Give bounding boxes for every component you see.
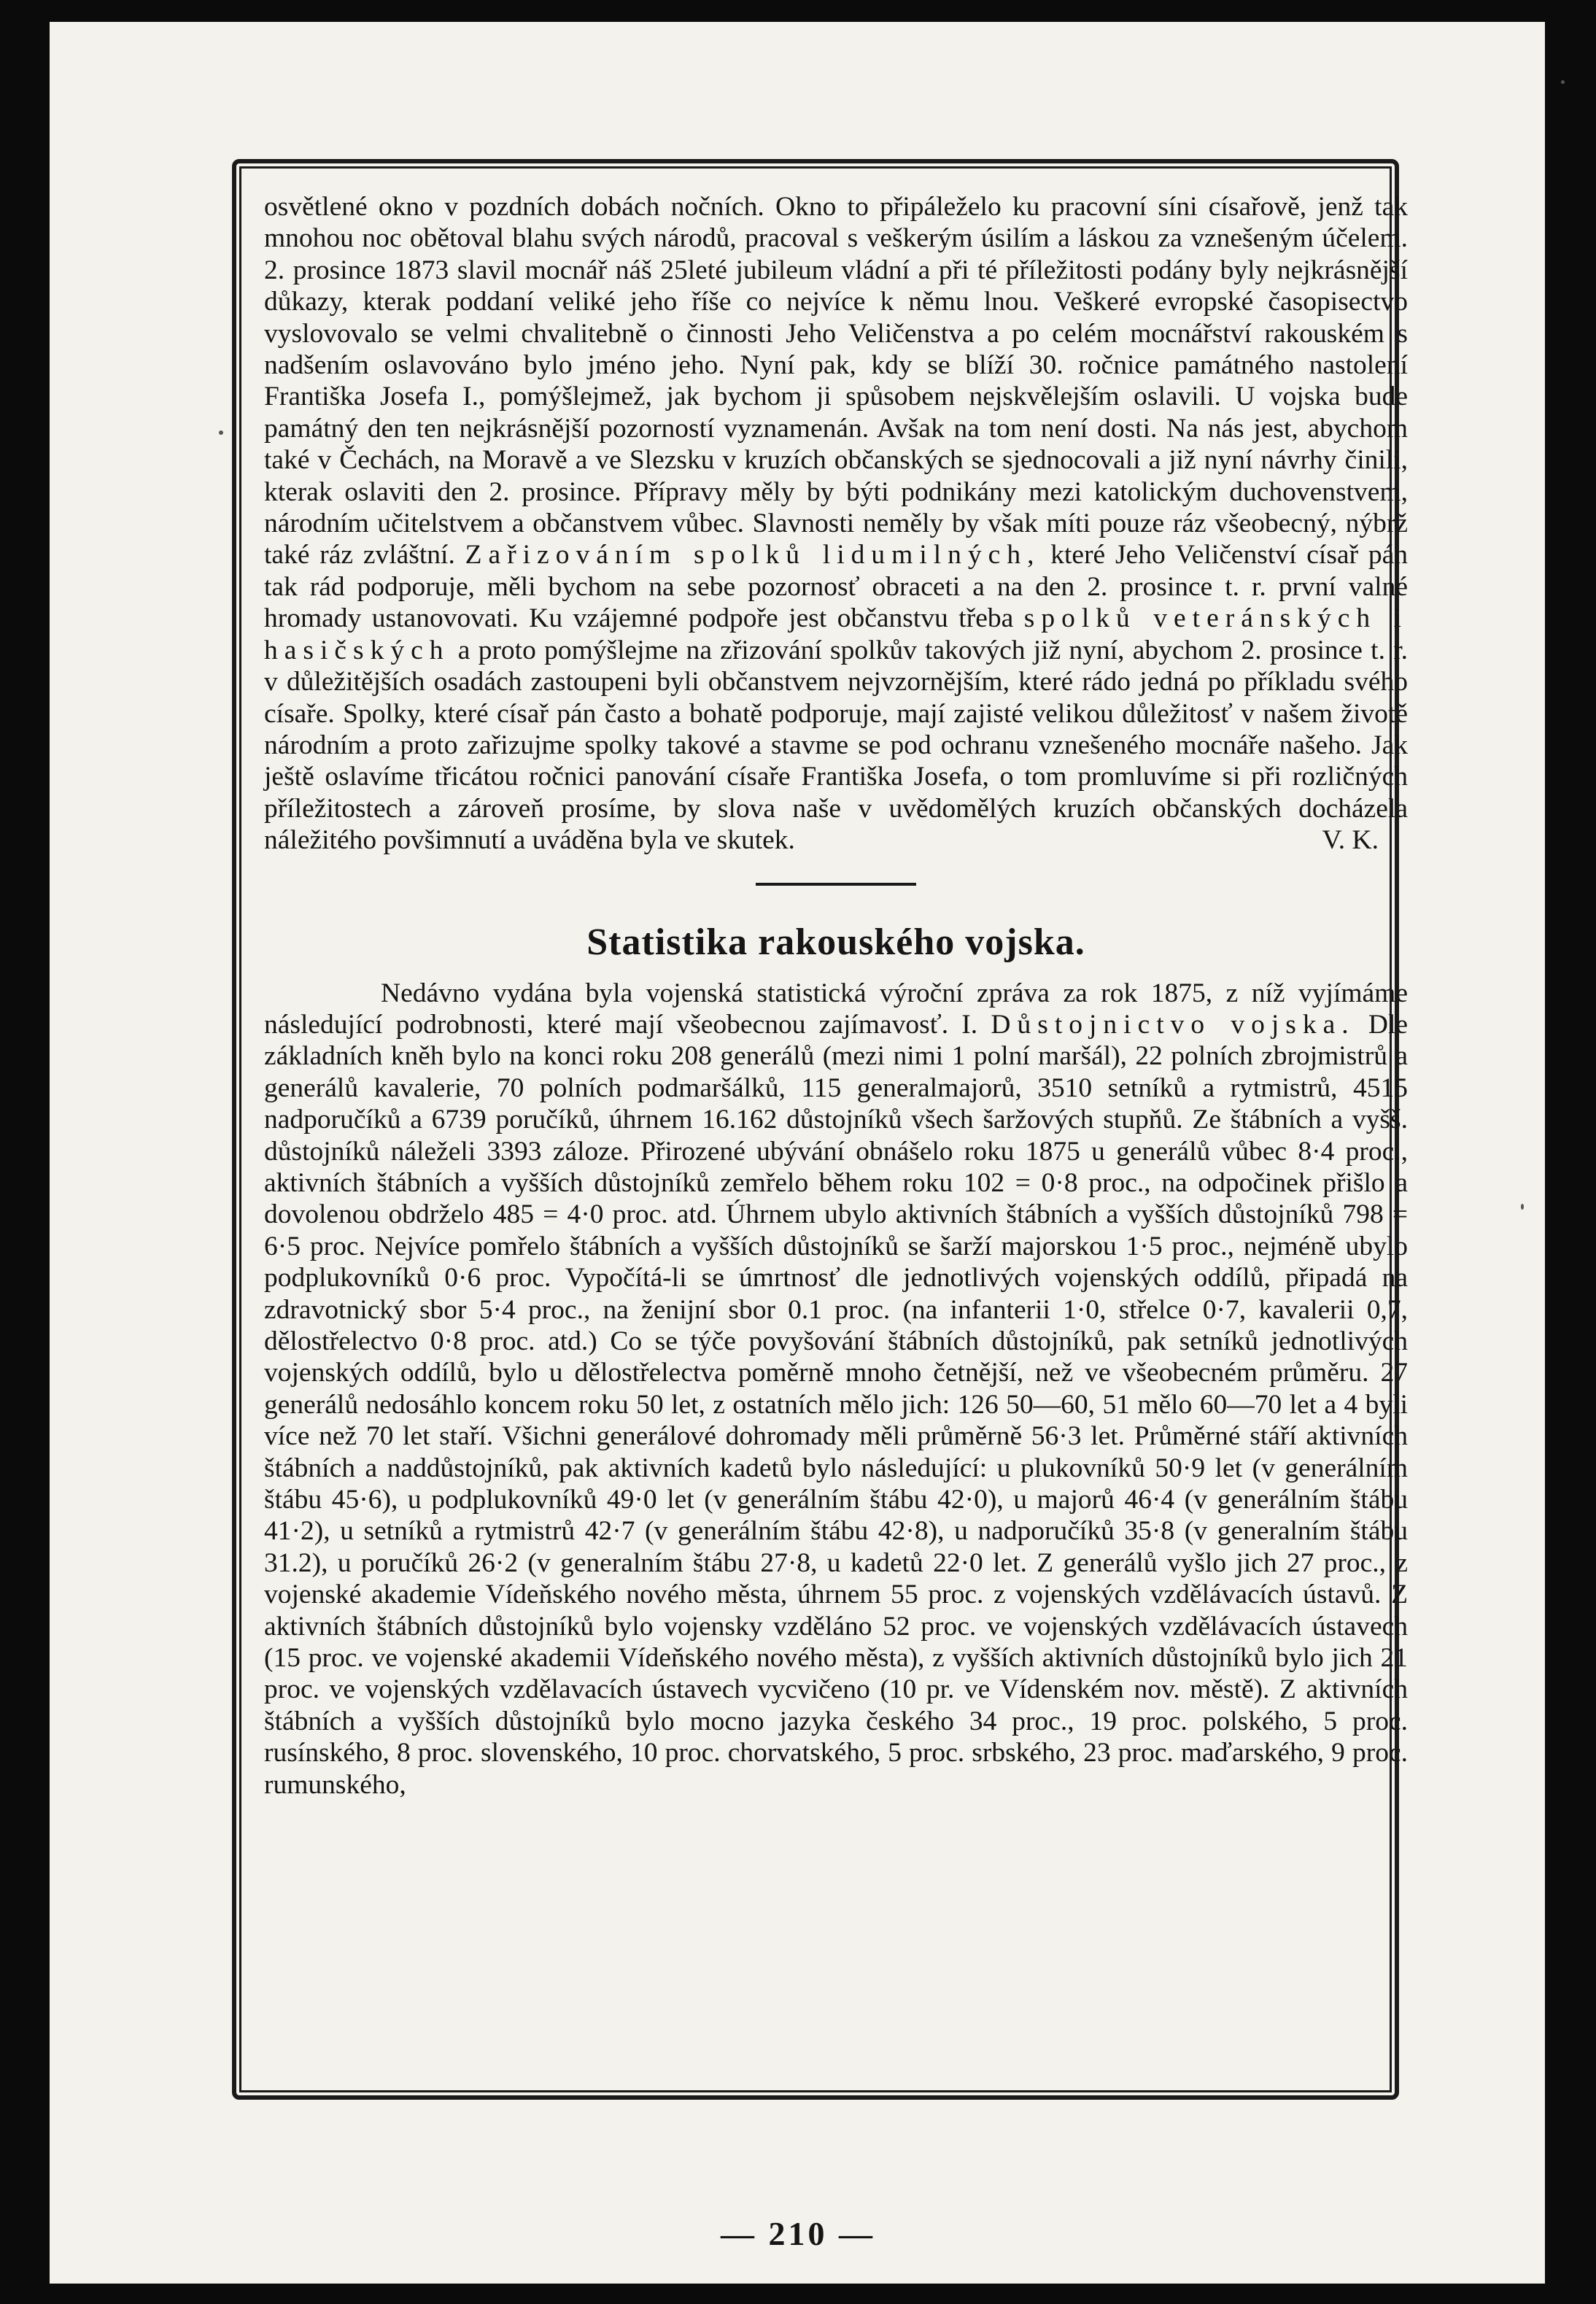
- section-divider: [756, 883, 916, 886]
- page-number: — 210 —: [721, 2215, 875, 2252]
- article1-paragraph-c: a proto pomýšlejme na zřizování spolkův takových již nyní, abychom 2. prosince t. r. v důležitějších osadách zastoupeni byli občanstvem nejvzornějším, které rádo jedná po příkladu svého císaře. Spolky, které císař pán často a bohatě podporuje, mají zajisté velikou důležitosť v našem životě národním a proto zařizujme spolky takové a stavme se pod ochranu vznešeného mocnáře našeho. Jak ještě oslavíme třicátou ročnici panování císaře Františka Josefa, o tom promluvíme si při rozličných příležitostech a zároveň prosíme, by slova naše v uvědomělých kruzích občanských docházela náležitého povšimnutí a uváděna byla ve skutek.: [264, 635, 1408, 856]
- article1-emphasis-1: Zařizováním spolků lidumilných,: [465, 540, 1041, 571]
- article1-text: [264, 191, 1408, 857]
- article2-body: Dle základních kněh bylo na konci roku 208 generálů (mezi nimi 1 polní maršál), 22 polních zbrojmistrů a generálů kavalerie, 70 polních podmaršálků, 115 generalmajorů, 3510 setníků a rytmistrů, 4515 nadporučíků a 6739 poručíků, úhrnem 16.162 důstojníků všech šaržových stupňů. Ze štábních a vyšš. důstojníků náleželi 3393 záloze. Přirozené ubývání obnášelo roku 1875 u generálů vůbec 8·4 proc., aktivních štábních a vyšších důstojníků zemřelo během roku 102 = 0·8 proc., na odpočinek přišlo a dovolenou obdrželo 485 = 4·0 proc. atd. Úhrnem ubylo aktivních štábních a vyšších důstojníků 798 = 6·5 proc. Nejvíce pomřelo štábních a vyšších důstojníků se šarží majorskou 1·5 proc., nejméně ubylo podplukovníků 0·6 proc. Vypočítá-li se úmrtnosť dle jednotlivých vojenských oddílů, připadá na zdravotnický sbor 5·4 proc., na ženijní sbor 0.1 proc. (na infanterii 1·0, střelce 0·7, kavalerii 0,7, dělostřelectvo 0·8 proc. atd.) Co se týče povyšování štábních důstojníků, pak setníků jednotlivých vojenských oddílů, bylo u dělostřelectva poměrně mnoho četnější, než ve všeobecném průměru. 27 generálů nedosáhlo koncem roku 50 let, z ostatních mělo jich: 126 50—60, 51 mělo 60—70 let a 4 byli více než 70 let staří. Všichni generálové dohromady měli průměrně 56·3 let. Průměrné stáří aktivních štábních a naddůstojníků, pak aktivních kadetů bylo následující: u plukovníků 50·9 let (v generálním štábu 45·6), u podplukovníků 49·0 let (v generálním štábu 42·0), u majorů 46·4 (v generálním štábu 41·2), u setníků a rytmistrů 42·7 (v generálním štábu 42·8), u nadporučíků 35·8 (v generalním štábu 31.2), u poručíků 26·2 (v generalním štábu 27·8, u kadetů 22·0 let. Z generálů vyšlo jich 27 proc., z vojenské akademie Vídeňského nového města, úhrnem 55 proc. z vojenských vzdělávacích ústavů. Z aktivních štábních důstojníků bylo vojensky vzděláno 52 proc. ve vojenských vzdělávacích ústavech (15 proc. ve vojenské akademii Vídeňského nového města), z vyšších aktivních důstojníků bylo jich 21 proc. ve vojenských vzdělavacích ústavech vycvičeno (10 pr. ve Vídenském nov. městě). Z aktivních štábních a vyšších důstojníků bylo mocno jazyka českého 34 proc., 19 proc. polského, 5 proc. rusínského, 8 proc. slovenského, 10 proc. chorvatského, 5 proc. srbského, 23 proc. maďarského, 9 proc. rumunského,: [264, 1009, 1409, 1800]
- article1-signature: V. K.: [1322, 825, 1379, 856]
- dust-speck: [1561, 80, 1565, 84]
- article2-lead: Nedávno vydána byla vojenská statistická výroční zpráva za rok 1875, z níž vyjímáme následující podrobnosti, které mají všeobecnou zajímavosť. I.: [264, 978, 1408, 1040]
- article1-paragraph: osvětlené okno v pozdních dobách nočních. Okno to připáleželo ku pracovní síni císařově, jenž tak mnohou noc obětoval blahu svých národů, pracoval s veškerým úsilím a láskou za vznešeným účelem. 2. prosince 1873 slavil mocnář náš 25leté jubileum vládní a při té příležitosti podány byly nejkrásnější důkazy, kterak poddaní veliké jeho říše co nejvíce k němu lnou. Veškeré evropské časopisectvo vyslovovalo se velmi chvalitebně o činnosti Jeho Veličenstva a po celém mocnářství rakouském s nadšením oslavováno bylo jméno jeho. Nyní pak, kdy se blíží 30. ročnice památného nastolení Františka Josefa I., pomýšlejmež, jak bychom ji spůsobem nejskvělejším oslavili. U vojska bude památný den ten nejkrásnější pozorností vyznamenán. Avšak na tom není dosti. Na nás jest, abychom také v Čechách, na Moravě a ve Slezsku v kruzích občanských se sjednocovali a již nyní návrhy činili, kterak oslaviti den 2. prosince. Přípravy měly by býti podnikány mezi katolickým duchovenstvem, národním učitelstvem a občanstvem vůbec. Slavnosti neměly by však míti pouze ráz všeobecný, nýbrž také ráz zvláštní.: [264, 192, 1408, 571]
- dust-speck: [219, 430, 223, 435]
- article1-paragraph-b: které Jeho Veličenství císař pán tak rád podporuje, měli bychom na sebe pozornosť obraceti a na den 2. prosince t. r. první valné hromady ustanovovati. Ku vzájemné podpoře jest občanstvu třeba: [264, 540, 1408, 634]
- article2-section-heading: Důstojnictvo vojska.: [991, 1009, 1355, 1040]
- dust-speck: [1521, 1204, 1524, 1210]
- article1-emphasis-2: spolků veteránských i hasičských: [264, 603, 1409, 665]
- article2-text: [264, 978, 1408, 1801]
- page-content: [264, 191, 1408, 1801]
- article2-title: Statistika rakouského vojska.: [586, 921, 1085, 963]
